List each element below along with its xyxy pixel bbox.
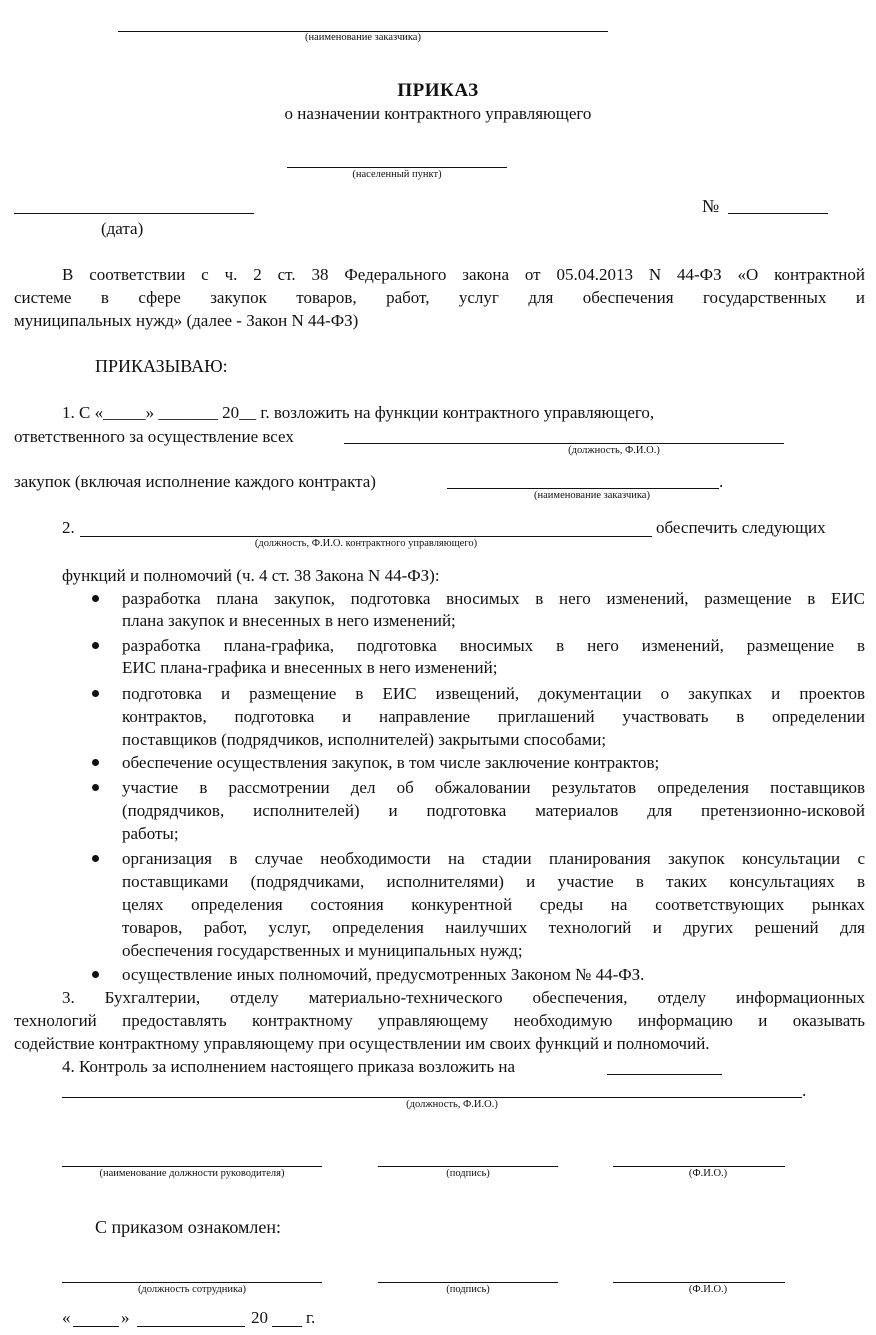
head-fio-line[interactable] (613, 1166, 785, 1167)
item4-line-2-end: . (802, 1081, 807, 1100)
bullet-5-line-2: (подрядчиков, исполнителей) и подготовка материалов для претензионно-исковой (122, 801, 865, 820)
date-year-prefix: 20 (251, 1308, 268, 1327)
item1-customer-line[interactable] (447, 488, 719, 489)
bullet-1-line-2: плана закупок и внесенных в него изменений; (122, 611, 456, 630)
bullet-2-line-1: разработка плана-графика, подготовка вносимых в него изменений, размещение в (122, 636, 865, 655)
bullet-3-line-1: подготовка и размещение в ЕИС извещений, документации о закупках и проектов (122, 684, 865, 703)
item3-line-1: 3. Бухгалтерии, отделу материально-технического обеспечения, отделу информационных (62, 988, 865, 1007)
bullet-icon (92, 595, 99, 602)
item2-number: 2. (62, 518, 75, 537)
bullet-7-line-1: осуществление иных полномочий, предусмотренных Законом № 44-ФЗ. (122, 965, 645, 984)
date-line[interactable] (14, 213, 254, 214)
employee-position-caption: (должность сотрудника) (137, 1284, 247, 1295)
responsible-person-line[interactable] (344, 443, 784, 444)
ack-month-line[interactable] (137, 1326, 245, 1327)
bullet-6-line-5: обеспечения государственных и муниципальных нужд; (122, 941, 523, 960)
item2-intro: функций и полномочий (ч. 4 ст. 38 Закона N 44-ФЗ): (62, 566, 440, 585)
item1-line-1: 1. С «_____» _______ 20__ г. возложить на функции контрактного управляющего, (62, 403, 655, 422)
ack-day-line[interactable] (73, 1326, 119, 1327)
document-subtitle: о назначении контрактного управляющего (284, 104, 592, 123)
bullet-6-line-3: целях определения состояния конкурентной среды на соответствующих рынках (122, 895, 865, 914)
head-signature-caption: (подпись) (446, 1168, 490, 1179)
bullet-icon (92, 971, 99, 978)
employee-signature-line[interactable] (378, 1282, 558, 1283)
head-fio-caption: (Ф.И.О.) (688, 1168, 728, 1179)
item2-tail: обеспечить следующих (656, 518, 826, 537)
locality-caption: (населенный пункт) (352, 169, 442, 180)
acknowledgement-text: С приказом ознакомлен: (95, 1217, 282, 1237)
bullet-5-line-1: участие в рассмотрении дел об обжаловании результатов определения поставщиков (122, 778, 865, 797)
ack-year-line[interactable] (272, 1326, 302, 1327)
bullet-4-line-1: обеспечение осуществления закупок, в том числе заключение контрактов; (122, 753, 660, 772)
head-position-caption: (наименование должности руководителя) (99, 1168, 285, 1179)
locality-line[interactable] (287, 167, 507, 168)
item1-caption-1: (должность, Ф.И.О.) (568, 445, 660, 456)
item3-line-2: технологий предоставлять контрактному управляющему необходимую информацию и оказывать (14, 1011, 865, 1030)
date-caption: (дата) (101, 219, 144, 238)
date-year-suffix: г. (306, 1308, 316, 1327)
control-person-line-2[interactable] (62, 1097, 802, 1098)
item4-caption: (должность, Ф.И.О.) (406, 1099, 498, 1110)
customer-name-caption: (наименование заказчика) (305, 32, 421, 43)
order-word: ПРИКАЗЫВАЮ: (95, 356, 228, 376)
bullet-6-line-4: товаров, работ, услуг, определения наилучших технологий и других решений для (122, 918, 865, 937)
item2-caption: (должность, Ф.И.О. контрактного управляющего) (254, 538, 478, 549)
preamble-line-2: системе в сфере закупок товаров, работ, услуг для обеспечения государственных и (14, 288, 865, 307)
item1-line-2: ответственного за осуществление всех (14, 427, 294, 446)
item3-line-3: содействие контрактному управляющему при осуществлении им своих функций и полномочий. (14, 1034, 710, 1053)
contract-manager-line[interactable] (80, 536, 652, 537)
bullet-2-line-2: ЕИС плана-графика и внесенных в него изменений; (122, 658, 498, 677)
item1-caption-2: (наименование заказчика) (534, 490, 650, 501)
bullet-1-line-1: разработка плана закупок, подготовка вносимых в него изменений, размещение в ЕИС (122, 589, 865, 608)
bullet-6-line-1: организация в случае необходимости на стадии планирования закупок консультации с (122, 849, 865, 868)
control-person-line-1[interactable] (607, 1074, 722, 1075)
bullet-3-line-2: контрактов, подготовка и направление приглашений участвовать в определении (122, 707, 865, 726)
preamble-line-1: В соответствии с ч. 2 ст. 38 Федерального закона от 05.04.2013 N 44-ФЗ «О контрактной (62, 265, 865, 284)
preamble-line-3: муниципальных нужд» (далее - Закон N 44-ФЗ) (14, 311, 359, 330)
date-close-quote: » (121, 1308, 130, 1327)
bullet-icon (92, 855, 99, 862)
employee-fio-line[interactable] (613, 1282, 785, 1283)
head-position-line[interactable] (62, 1166, 322, 1167)
item4-line-1: 4. Контроль за исполнением настоящего приказа возложить на (62, 1057, 516, 1076)
bullet-icon (92, 642, 99, 649)
bullet-5-line-3: работы; (122, 824, 179, 843)
bullet-icon (92, 690, 99, 697)
number-line[interactable] (728, 213, 828, 214)
item1-line-3: закупок (включая исполнение каждого контракта) (14, 472, 376, 491)
employee-position-line[interactable] (62, 1282, 322, 1283)
date-open-quote: « (62, 1308, 71, 1327)
employee-fio-caption: (Ф.И.О.) (688, 1284, 728, 1295)
document-title: ПРИКАЗ (397, 80, 479, 101)
bullet-3-line-3: поставщиков (подрядчиков, исполнителей) закрытыми способами; (122, 730, 607, 749)
item1-line-3-end: . (719, 472, 724, 491)
bullet-icon (92, 784, 99, 791)
head-signature-line[interactable] (378, 1166, 558, 1167)
bullet-icon (92, 759, 99, 766)
number-label: № (702, 196, 720, 216)
bullet-6-line-2: поставщиками (подрядчиками, исполнителями) и участие в таких консультациях в (122, 872, 865, 891)
employee-signature-caption: (подпись) (446, 1284, 490, 1295)
